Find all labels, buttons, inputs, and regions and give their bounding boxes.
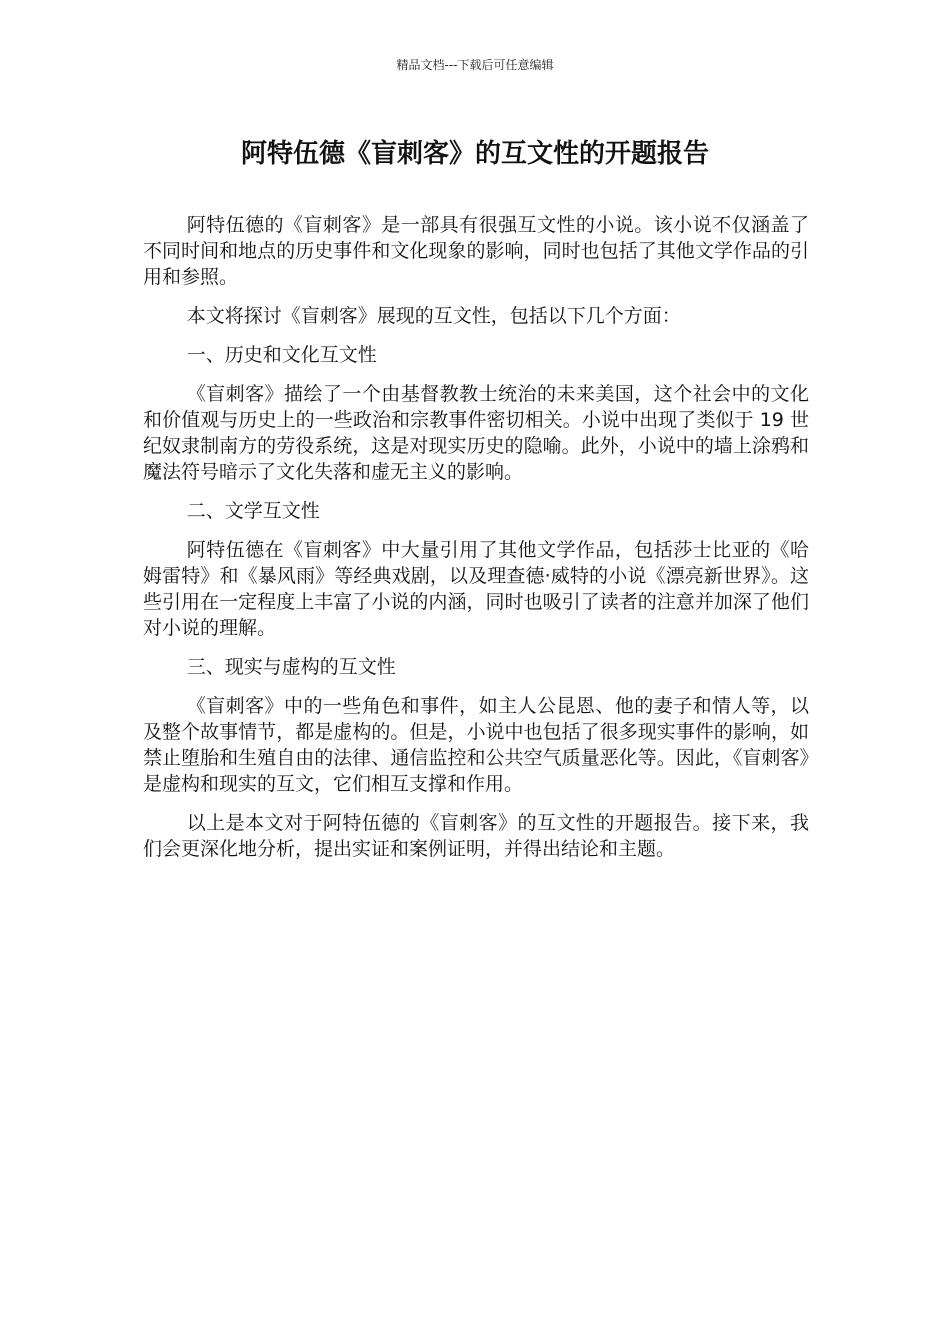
section-heading-history-culture: 一、历史和文化互文性 — [186, 344, 377, 366]
reality-fiction-paragraph: 《盲刺客》中的一些角色和事件，如主人公昆恩、他的妻子和情人等，以及整个故事情节，都是虚构的。但是，小说中也包括了很多现实事件的影响，如禁止堕胎和生殖自由的法律、通信监控和公共空气质量恶化等。因此，《盲刺客》是虚构和现实的互文，它们相互支撑和作用。 — [143, 695, 809, 795]
section-heading-literary: 二、文学互文性 — [186, 500, 320, 522]
header-note: 精品文档---下载后可任意编辑 — [396, 58, 554, 72]
conclusion-paragraph: 以上是本文对于阿特伍德的《盲刺客》的互文性的开题报告。接下来，我们会更深化地分析，提出实证和案例证明，并得出结论和主题。 — [143, 812, 809, 860]
document-body — [143, 212, 809, 875]
outline-paragraph: 本文将探讨《盲刺客》展现的互文性，包括以下几个方面： — [186, 305, 681, 327]
history-culture-paragraph: 《盲刺客》描绘了一个由基督教教士统治的未来美国，这个社会中的文化和价值观与历史上的一些政治和宗教事件密切相关。小说中出现了类似于 19 世纪奴隶制南方的劳役系统，这是对现实历史的隐喻。此外，小说中的墙上涂鸦和魔法符号暗示了文化失落和虚无主义的影响。 — [143, 383, 809, 483]
document-title: 阿特伍德《盲刺客》的互文性的开题报告 — [240, 139, 709, 169]
section-heading-reality-fiction: 三、现实与虚构的互文性 — [186, 656, 396, 678]
intro-paragraph: 阿特伍德的《盲刺客》是一部具有很强互文性的小说。该小说不仅涵盖了不同时间和地点的历史事件和文化现象的影响，同时也包括了其他文学作品的引用和参照。 — [143, 214, 809, 288]
literary-paragraph: 阿特伍德在《盲刺客》中大量引用了其他文学作品，包括莎士比亚的《哈姆雷特》和《暴风雨》等经典戏剧，以及理查德·威特的小说《漂亮新世界》。这些引用在一定程度上丰富了小说的内涵，同时也吸引了读者的注意并加深了他们对小说的理解。 — [143, 539, 809, 639]
